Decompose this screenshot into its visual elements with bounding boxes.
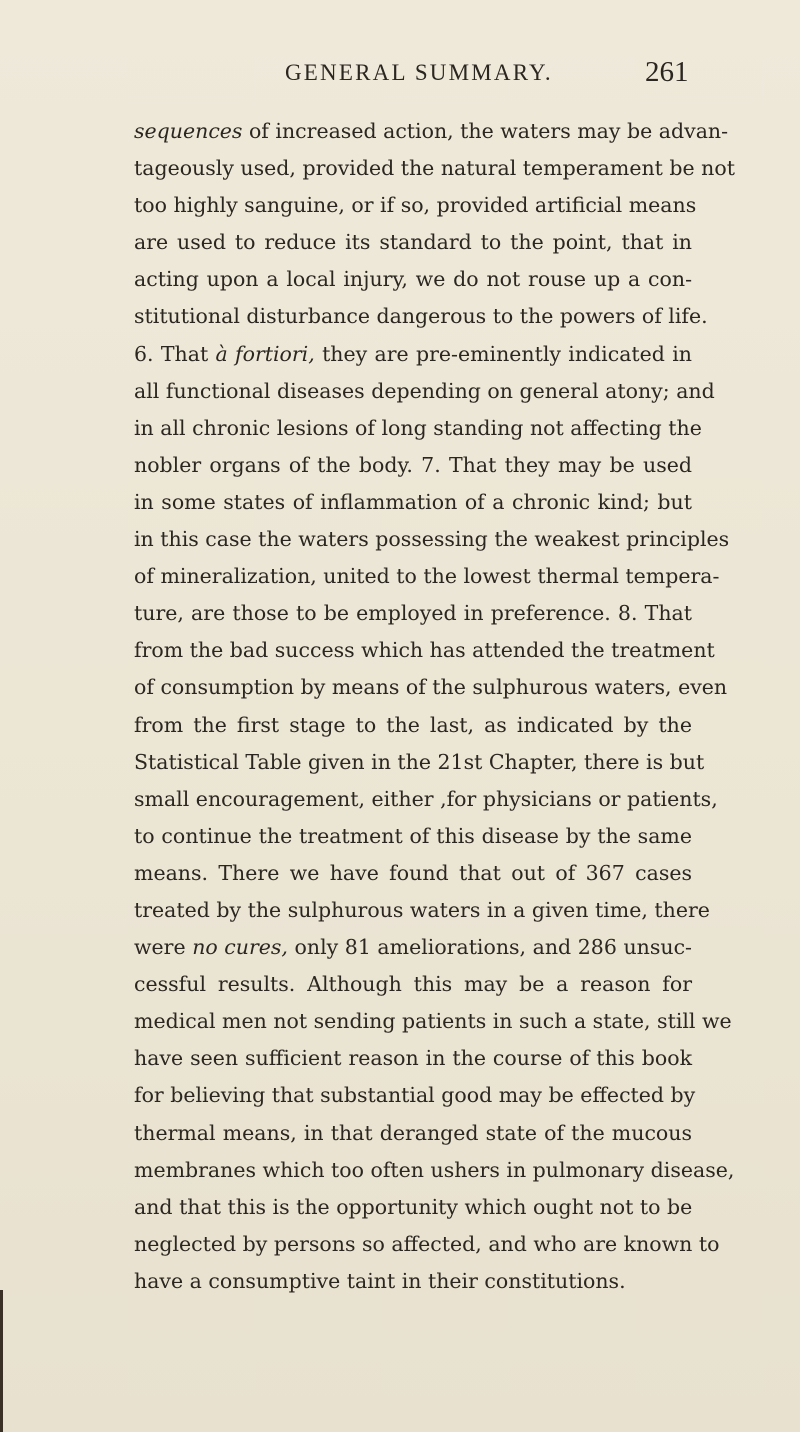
text-line [134,150,735,187]
text-line [134,1152,735,1189]
text-line [134,1226,720,1263]
text-segment: from the first stage to the last, as indicated by the [134,712,692,737]
text-segment: acting upon a local injury, we do not rouse up a con- [134,267,692,292]
text-segment: of mineralization, united to the lowest thermal tempera- [134,564,720,589]
text-segment: medical men not sending patients in such a state, still we [134,1009,732,1034]
text-segment: means. There we have found that out of 367 cases [134,860,692,885]
text-line [134,558,720,595]
text-segment: they are pre-eminently indicated in [314,341,692,366]
text-segment: and that this is the opportunity which ought not to be [134,1194,693,1219]
text-segment: treated by the sulphurous waters in a given time, there [134,897,710,922]
text-line [134,707,692,744]
text-line [134,855,692,892]
text-line [134,1263,692,1300]
text-line [134,113,729,150]
text-line [134,521,730,558]
text-segment: were [134,935,193,960]
text-segment: have seen sufficient reason in the course of this book [134,1046,692,1071]
text-segment: all functional diseases depending on general atony; and [134,378,715,403]
text-segment: for believing that substantial good may be effected by [134,1083,696,1108]
italic-text: à fortiori, [215,341,315,366]
text-line [134,929,692,966]
text-segment: too highly sanguine, or if so, provided artificial means [134,193,697,218]
text-segment: stitutional disturbance dangerous to the powers of life. [134,304,708,329]
text-line [134,224,692,261]
text-segment: Statistical Table given in the 21st Chapter, there is but [134,749,705,774]
text-line [134,1040,692,1077]
text-segment: in all chronic lesions of long standing not affecting the [134,415,702,440]
text-line [134,818,692,855]
text-line [134,1077,696,1114]
body-text [134,113,735,1300]
italic-text: no cures, [192,935,288,960]
page-header [285,56,689,96]
text-line [134,632,715,669]
text-line [134,1115,692,1152]
text-segment: from the bad success which has attended the treatment [134,638,715,663]
text-line [134,966,692,1003]
text-line [134,373,715,410]
text-line [134,669,728,706]
text-line [134,892,710,929]
text-line [134,336,692,373]
text-segment: nobler organs of the body. 7. That they may be used [134,452,692,477]
text-line [134,447,692,484]
text-line [134,781,718,818]
text-segment: of increased action, the waters may be advan- [242,119,729,143]
text-segment: to continue the treatment of this disease by the same [134,823,692,848]
text-line [134,1003,732,1040]
text-segment: in some states of inflammation of a chronic kind; but [134,489,692,514]
text-segment: tageously used, provided the natural temperament be not [134,156,735,181]
text-line [134,744,705,781]
text-segment: small encouragement, either ,for physicians or patients, [134,786,718,811]
text-segment: ture, are those to be employed in preference. 8. That [134,601,692,626]
text-segment: 6. That [134,341,216,366]
text-line [134,484,692,521]
page-edge-shadow [0,1290,3,1432]
italic-text: sequences [134,119,243,143]
text-segment: have a consumptive taint in their constitutions. [134,1268,626,1293]
text-segment: only 81 ameliorations, and 286 unsuc- [287,935,692,960]
text-segment: membranes which too often ushers in pulmonary disease, [134,1157,735,1182]
page-number: 261 [645,56,689,88]
text-segment: neglected by persons so affected, and who are known to [134,1231,720,1256]
text-line [134,1189,692,1226]
text-line [134,187,697,224]
text-segment: cessful results. Although this may be a reason for [134,972,692,997]
text-line [134,298,708,335]
text-line [134,261,692,298]
text-segment: in this case the waters possessing the weakest principles [134,527,730,552]
text-line [134,595,692,632]
running-head: GENERAL SUMMARY. [285,60,553,85]
text-line [134,410,702,447]
text-segment: thermal means, in that deranged state of the mucous [134,1120,692,1145]
text-segment: are used to reduce its standard to the point, that in [134,230,692,255]
text-segment: of consumption by means of the sulphurous waters, even [134,675,728,700]
